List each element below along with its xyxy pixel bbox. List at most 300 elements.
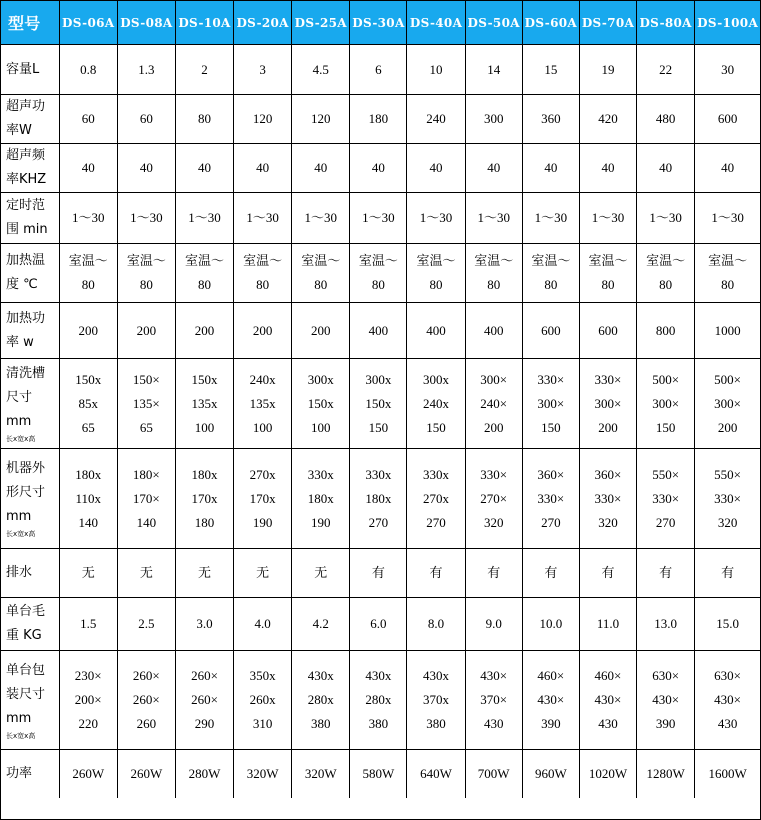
spec-value-line: 400: [426, 322, 446, 338]
spec-value: [117, 651, 175, 750]
spec-value: [522, 193, 579, 244]
spec-value-line: 460×: [537, 668, 565, 683]
spec-value: [695, 449, 760, 549]
spec-value-line: 无: [197, 565, 211, 580]
spec-value: [465, 244, 522, 303]
row-label: [1, 303, 59, 359]
spec-value: [59, 303, 117, 359]
spec-value-line: 85x: [78, 395, 98, 411]
spec-value-line: 400: [368, 322, 389, 338]
spec-value-line: 无: [81, 565, 95, 580]
spec-value-line: 350x: [249, 668, 276, 683]
spec-value-line: 80: [371, 277, 385, 292]
spec-value-line: 150: [426, 419, 446, 435]
spec-value-line: 13.0: [654, 616, 677, 631]
spec-row: [1, 598, 760, 651]
spec-row: [1, 95, 760, 144]
spec-value: [695, 549, 760, 598]
spec-value-line: 室温～: [126, 253, 166, 268]
spec-value-line: 150: [368, 419, 389, 435]
spec-value: [117, 549, 175, 598]
dimension-note: 长x宽x高: [6, 435, 36, 443]
spec-value-line: 270: [655, 514, 676, 530]
spec-value-line: 310: [252, 716, 273, 731]
spec-value-line: 260W: [72, 766, 105, 781]
spec-value-line: 1～30: [477, 210, 510, 225]
spec-value-line: 480: [655, 111, 676, 126]
row-label-line: 率W: [6, 123, 32, 138]
spec-value-line: 6: [375, 61, 382, 77]
spec-value-line: 6.0: [370, 616, 387, 631]
spec-value-line: 400: [483, 322, 504, 338]
row-label: [1, 598, 59, 651]
spec-value-line: 330x: [307, 466, 334, 482]
spec-value: [579, 651, 636, 750]
spec-value-line: 380: [368, 716, 389, 731]
spec-value-line: 300×: [594, 395, 622, 411]
spec-value-line: 有: [371, 565, 385, 580]
spec-value-line: 280x: [365, 692, 392, 707]
spec-value-line: 300×: [714, 395, 742, 411]
model-name: DS-50A: [465, 1, 522, 45]
spec-value: [407, 549, 465, 598]
spec-value: [117, 95, 175, 144]
spec-value-line: 140: [78, 514, 98, 530]
spec-value: [522, 45, 579, 95]
spec-value-line: 150x: [191, 371, 218, 387]
row-label-line: mm: [6, 509, 32, 524]
spec-value-line: 80: [139, 277, 153, 292]
spec-value-line: 1～30: [534, 210, 568, 225]
spec-value-line: 500×: [714, 371, 742, 387]
spec-value-line: 40: [371, 160, 385, 175]
spec-row: [1, 750, 760, 799]
row-label: [1, 750, 59, 799]
row-label-line: 超声频: [6, 148, 46, 163]
spec-value-line: 170x: [249, 490, 276, 506]
spec-value-line: 430×: [714, 692, 742, 707]
spec-value: [522, 651, 579, 750]
spec-value: [292, 144, 350, 193]
spec-value-line: 15.0: [716, 616, 739, 631]
spec-value-line: 430: [483, 716, 504, 731]
spec-value-line: 40: [601, 160, 615, 175]
spec-value-line: 380: [311, 716, 331, 731]
spec-value-line: 有: [429, 565, 443, 580]
spec-value: [579, 549, 636, 598]
spec-value: [522, 598, 579, 651]
spec-value: [59, 651, 117, 750]
spec-value-line: 270x: [249, 466, 276, 482]
spec-value-line: 600: [598, 322, 618, 338]
spec-value-line: 190: [252, 514, 273, 530]
spec-value: [117, 449, 175, 549]
spec-value-line: 270x: [423, 490, 450, 506]
spec-value-line: 430×: [480, 668, 508, 683]
spec-value-line: 4.5: [312, 61, 329, 77]
spec-value: [59, 193, 117, 244]
spec-value: [234, 549, 292, 598]
spec-value: [522, 449, 579, 549]
spec-value: [234, 45, 292, 95]
spec-value: [522, 144, 579, 193]
spec-value-line: 室温～: [708, 253, 748, 268]
spec-value-line: 430x: [307, 668, 334, 683]
spec-value-line: 320W: [246, 766, 279, 781]
spec-value-line: 330×: [714, 490, 742, 506]
spec-value: [695, 303, 760, 359]
spec-value-line: 室温～: [301, 253, 341, 268]
spec-value: [695, 359, 760, 449]
spec-value: [407, 193, 465, 244]
model-name: DS-30A: [350, 1, 407, 45]
spec-value: [465, 449, 522, 549]
spec-value-line: 3.0: [196, 616, 213, 631]
spec-value-line: 430: [598, 716, 618, 731]
spec-value-line: 180x: [365, 490, 392, 506]
spec-value-line: 630×: [652, 668, 680, 683]
spec-value-line: 80: [544, 277, 558, 292]
spec-value: [579, 449, 636, 549]
spec-value-line: 150x: [307, 395, 334, 411]
spec-value-line: 80: [314, 277, 328, 292]
spec-value: [292, 549, 350, 598]
spec-row: [1, 651, 760, 750]
spec-value: [175, 359, 233, 449]
spec-value-line: 300x: [307, 371, 334, 387]
spec-value: [292, 303, 350, 359]
spec-value-line: 室温～: [184, 253, 224, 268]
spec-value: [695, 651, 760, 750]
row-label: [1, 549, 59, 598]
spec-value: [579, 95, 636, 144]
spec-value: [350, 95, 407, 144]
spec-value-line: 1600W: [708, 766, 747, 781]
spec-value-line: 260×: [132, 668, 160, 683]
spec-value: [234, 244, 292, 303]
spec-value-line: 1020W: [588, 766, 628, 781]
spec-value-line: 60: [139, 111, 153, 126]
model-name: DS-80A: [637, 1, 695, 45]
spec-row: [1, 303, 760, 359]
spec-value: [234, 449, 292, 549]
spec-value: [579, 45, 636, 95]
model-name: DS-60A: [522, 1, 579, 45]
spec-value-line: 430×: [594, 692, 622, 707]
spec-value-line: 200: [311, 322, 331, 338]
spec-value-line: 110x: [75, 490, 101, 506]
spec-value-line: 390: [541, 716, 561, 731]
spec-value: [407, 303, 465, 359]
spec-value-line: 580W: [362, 766, 395, 781]
spec-value-line: 460×: [594, 668, 622, 683]
spec-value: [579, 244, 636, 303]
spec-value: [695, 598, 760, 651]
spec-value-line: 360: [541, 111, 561, 126]
spec-value-line: 无: [139, 565, 153, 580]
spec-value: [234, 193, 292, 244]
row-label: [1, 244, 59, 303]
spec-value: [407, 95, 465, 144]
row-label-line: mm: [6, 414, 32, 429]
spec-value: [465, 549, 522, 598]
spec-value: [234, 359, 292, 449]
spec-value: [117, 45, 175, 95]
spec-value-line: 40: [721, 160, 735, 175]
spec-value: [637, 244, 695, 303]
spec-value: [350, 244, 407, 303]
spec-value-line: 260×: [132, 692, 160, 707]
row-label-line: 度 ℃: [6, 277, 38, 292]
spec-value: [695, 750, 760, 799]
spec-value: [292, 244, 350, 303]
spec-value-line: 40: [487, 160, 501, 175]
spec-value-line: 1～30: [130, 210, 163, 225]
spec-value-line: 1.3: [138, 61, 155, 77]
spec-value-line: 200: [483, 419, 504, 435]
spec-value-line: 80: [197, 111, 211, 126]
model-name: DS-70A: [579, 1, 636, 45]
spec-value: [59, 750, 117, 799]
row-label-line: 加热温: [6, 253, 46, 268]
spec-value: [465, 144, 522, 193]
spec-value: [234, 598, 292, 651]
spec-value: [117, 598, 175, 651]
spec-value-line: 370×: [480, 692, 508, 707]
spec-value-line: 4.2: [312, 616, 329, 631]
spec-value: [465, 598, 522, 651]
spec-value: [234, 95, 292, 144]
spec-value-line: 260×: [191, 692, 218, 707]
spec-value: [234, 651, 292, 750]
spec-value: [522, 244, 579, 303]
spec-value-line: 320W: [304, 766, 337, 781]
spec-value: [59, 449, 117, 549]
spec-value-line: 500×: [652, 371, 680, 387]
spec-value: [117, 193, 175, 244]
spec-value-line: 200: [598, 419, 618, 435]
spec-value-line: 150: [655, 419, 676, 435]
spec-value: [175, 750, 233, 799]
spec-value: [407, 244, 465, 303]
spec-value: [59, 244, 117, 303]
spec-value-line: 390: [655, 716, 676, 731]
spec-value: [59, 45, 117, 95]
spec-value-line: 370x: [423, 692, 450, 707]
spec-value: [465, 303, 522, 359]
spec-value-line: 40: [429, 160, 443, 175]
spec-value: [350, 359, 407, 449]
spec-value-line: 200: [717, 419, 738, 435]
spec-value-line: 8.0: [427, 616, 445, 631]
spec-value: [637, 144, 695, 193]
spec-value: [59, 598, 117, 651]
spec-value-line: 室温～: [588, 253, 628, 268]
spec-value-line: 220: [78, 716, 98, 731]
model-name: DS-08A: [117, 1, 175, 45]
spec-value: [637, 303, 695, 359]
spec-value-line: 80: [197, 277, 211, 292]
spec-value-line: 330×: [480, 466, 508, 482]
spec-value-line: 170x: [191, 490, 218, 506]
row-label-line: 装尺寸: [6, 686, 46, 702]
spec-value-line: 430×: [652, 692, 680, 707]
spec-value: [117, 244, 175, 303]
spec-value-line: 135×: [132, 395, 160, 411]
spec-value: [292, 598, 350, 651]
spec-value-line: 80: [601, 277, 615, 292]
spec-value-line: 260: [136, 716, 157, 731]
spec-value-line: 室温～: [531, 253, 571, 268]
spec-value: [350, 45, 407, 95]
spec-value: [175, 598, 233, 651]
spec-row: [1, 244, 760, 303]
model-name: DS-100A: [695, 1, 760, 45]
spec-value-line: 65: [139, 419, 153, 435]
spec-value-line: 150x: [75, 371, 102, 387]
spec-value: [292, 449, 350, 549]
row-label-line: 尺寸: [6, 390, 33, 405]
spec-value-line: 240: [426, 111, 446, 126]
spec-value-line: 320: [483, 514, 504, 530]
spec-value-line: 80: [721, 277, 735, 292]
spec-value: [579, 359, 636, 449]
model-name: DS-25A: [292, 1, 350, 45]
spec-value: [637, 449, 695, 549]
spec-value-line: 40: [81, 160, 95, 175]
spec-value-line: 180x: [191, 466, 218, 482]
spec-value: [59, 549, 117, 598]
spec-value: [350, 144, 407, 193]
spec-value-line: 260×: [191, 668, 218, 683]
row-label-line: 重 KG: [6, 628, 42, 643]
spec-value-line: 40: [314, 160, 328, 175]
spec-value-line: 3: [259, 61, 266, 77]
spec-value: [579, 303, 636, 359]
spec-value-line: 300×: [480, 371, 508, 387]
spec-value-line: 1280W: [646, 766, 685, 781]
row-label-line: 单台毛: [6, 604, 46, 619]
spec-value-line: 80: [429, 277, 443, 292]
spec-value: [292, 651, 350, 750]
row-label: [1, 144, 59, 193]
spec-value: [175, 144, 233, 193]
spec-value-line: 40: [256, 160, 270, 175]
spec-value: [292, 750, 350, 799]
spec-value-line: 120: [311, 111, 331, 126]
spec-value-line: 430x: [365, 668, 392, 683]
row-label: [1, 45, 59, 95]
spec-value: [465, 359, 522, 449]
model-name: DS-20A: [234, 1, 292, 45]
spec-row: [1, 449, 760, 549]
spec-value-line: 1～30: [419, 210, 453, 225]
spec-value: [117, 359, 175, 449]
spec-value: [522, 750, 579, 799]
spec-value-line: 40: [659, 160, 673, 175]
spec-value-line: 4.0: [254, 616, 271, 631]
spec-value: [234, 750, 292, 799]
spec-value: [695, 193, 760, 244]
spec-value: [522, 95, 579, 144]
spec-value-line: 300x: [423, 371, 450, 387]
spec-value-line: 19: [601, 61, 615, 77]
spec-value-line: 300x: [365, 371, 392, 387]
spec-value-line: 330×: [594, 490, 622, 506]
spec-value: [637, 598, 695, 651]
spec-value-line: 65: [81, 419, 95, 435]
spec-value: [407, 144, 465, 193]
spec-value: [579, 598, 636, 651]
spec-value: [407, 651, 465, 750]
spec-value-line: 60: [81, 111, 95, 126]
spec-value: [407, 449, 465, 549]
row-label-line: mm: [6, 710, 32, 726]
spec-value-line: 40: [197, 160, 211, 175]
spec-value: [407, 359, 465, 449]
spec-value-line: 有: [659, 565, 673, 580]
spec-row: [1, 193, 760, 244]
row-label-line: 机器外: [6, 461, 46, 476]
spec-value-line: 200: [252, 322, 273, 338]
row-label-line: 清洗槽: [6, 366, 46, 381]
spec-value-line: 330x: [423, 466, 450, 482]
spec-value-line: 800: [655, 322, 676, 338]
spec-value: [350, 193, 407, 244]
dimension-note: 长x宽x高: [6, 731, 36, 740]
spec-value-line: 300: [483, 111, 504, 126]
spec-value: [350, 449, 407, 549]
spec-value-line: 1～30: [649, 210, 682, 225]
spec-value: [234, 303, 292, 359]
spec-value-line: 140: [136, 514, 157, 530]
spec-value: [175, 244, 233, 303]
spec-value-line: 室温～: [416, 253, 456, 268]
row-label-line: 形尺寸: [6, 485, 46, 500]
spec-value-line: 80: [487, 277, 501, 292]
spec-value: [637, 359, 695, 449]
spec-value-line: 630×: [714, 668, 742, 683]
spec-value-line: 40: [544, 160, 558, 175]
spec-value-line: 1.5: [80, 616, 97, 631]
spec-value: [175, 193, 233, 244]
spec-value: [350, 549, 407, 598]
spec-value-line: 无: [314, 565, 328, 580]
spec-value-line: 240x: [249, 371, 276, 387]
spec-value-line: 80: [256, 277, 270, 292]
spec-row: [1, 45, 760, 95]
spec-value-line: 0.8: [80, 61, 97, 77]
spec-value-line: 360×: [594, 466, 622, 482]
row-label-line: 容量L: [6, 61, 40, 77]
spec-value: [637, 45, 695, 95]
spec-value-line: 270×: [480, 490, 508, 506]
spec-value-line: 180x: [75, 466, 102, 482]
spec-value-line: 室温～: [646, 253, 686, 268]
spec-value-line: 180x: [307, 490, 334, 506]
spec-value-line: 380: [426, 716, 446, 731]
spec-value-line: 150x: [365, 395, 392, 411]
spec-value-line: 无: [256, 565, 270, 580]
spec-value-line: 260x: [249, 692, 276, 707]
spec-value: [292, 193, 350, 244]
spec-value-line: 1～30: [71, 210, 105, 225]
spec-value-line: 200: [136, 322, 157, 338]
spec-value: [465, 651, 522, 750]
spec-value: [465, 750, 522, 799]
spec-value-line: 有: [544, 565, 558, 580]
row-label-line: 单台包: [6, 662, 46, 678]
